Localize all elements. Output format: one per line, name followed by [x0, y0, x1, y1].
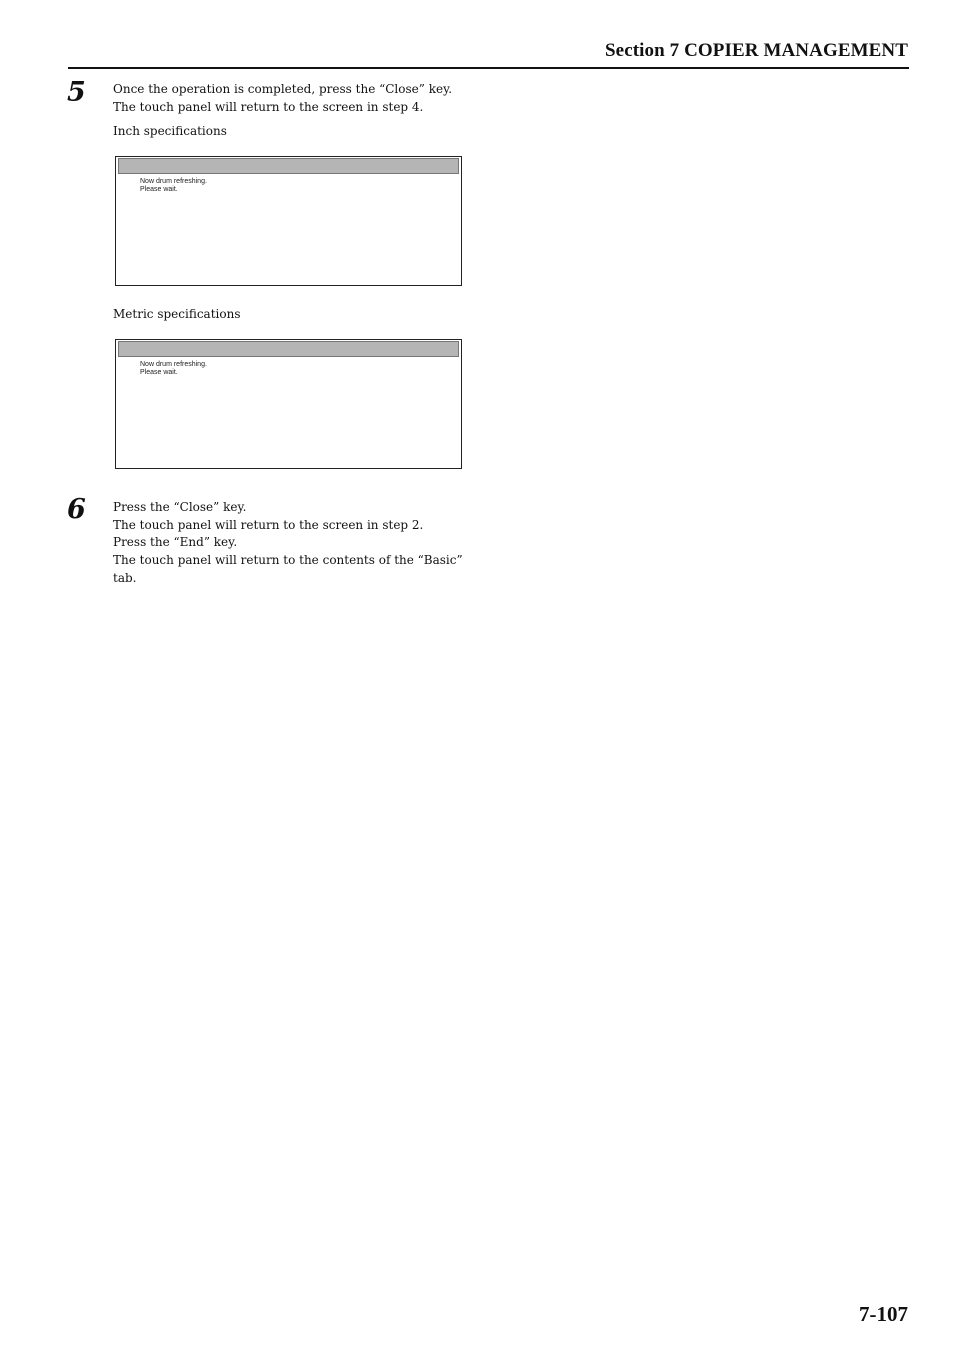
step-6-line-4: The touch panel will return to the contents of the “Basic” — [113, 553, 463, 567]
panel-message-line-2: Please wait. — [140, 186, 178, 193]
panel-message-line-1: Now drum refreshing. — [140, 361, 207, 368]
panel-message-line-2: Please wait. — [140, 369, 178, 376]
header-divider — [68, 67, 909, 69]
panel-title-bar — [118, 158, 459, 174]
panel-message — [140, 178, 207, 194]
step-5-line-2: The touch panel will return to the screen in step 4. — [113, 100, 424, 114]
inch-touch-panel-screen — [115, 156, 462, 286]
step-6-line-1: Press the “Close” key. — [113, 500, 247, 514]
panel-title-bar — [118, 341, 459, 357]
step-5-number: 5 — [67, 77, 86, 108]
step-6-line-5: tab. — [113, 571, 137, 585]
metric-touch-panel-screen — [115, 339, 462, 469]
step-6-number: 6 — [67, 494, 86, 525]
section-title: Section 7 COPIER MANAGEMENT — [605, 40, 908, 61]
page-number: 7-107 — [859, 1302, 908, 1326]
metric-spec-label: Metric specifications — [113, 307, 241, 321]
step-5-line-1: Once the operation is completed, press the “Close” key. — [113, 82, 453, 96]
step-6-line-2: The touch panel will return to the screen in step 2. — [113, 518, 424, 532]
inch-spec-label: Inch specifications — [113, 124, 227, 138]
panel-message — [140, 361, 207, 377]
panel-message-line-1: Now drum refreshing. — [140, 178, 207, 185]
step-6-line-3: Press the “End” key. — [113, 535, 238, 549]
